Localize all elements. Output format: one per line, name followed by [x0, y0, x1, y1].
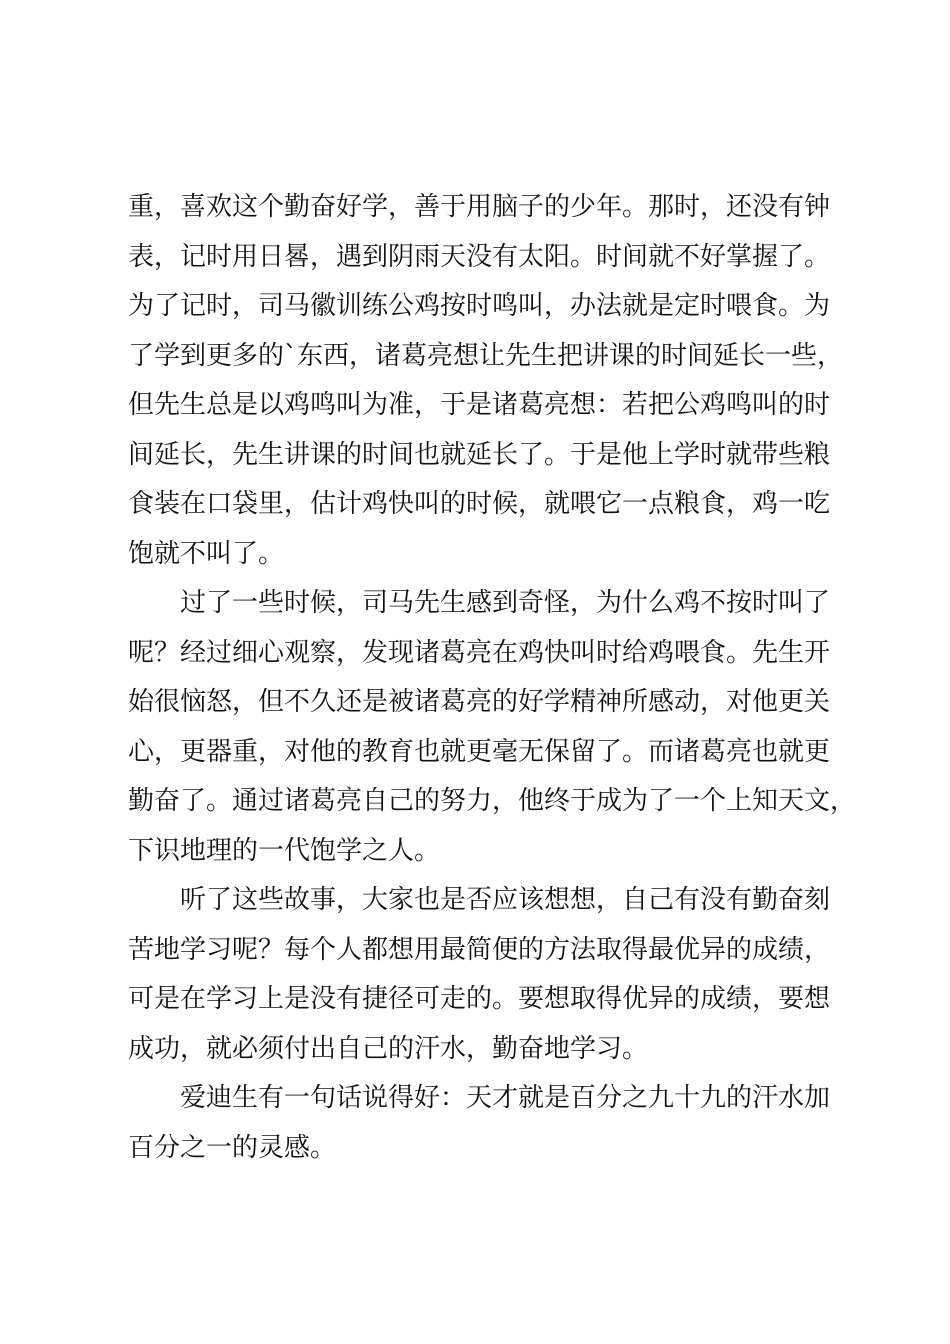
text-line: 表，记时用日晷，遇到阴雨天没有太阳。时间就不好掌握了。	[128, 241, 831, 272]
text-line: 勤奋了。通过诸葛亮自己的努力，他终于成为了一个上知天文，	[128, 786, 857, 816]
text-line: 始很恼怒，但不久还是被诸葛亮的好学精神所感动，对他更关	[128, 687, 831, 717]
text-line: 了学到更多的`东西，诸葛亮想让先生把讲课的时间延长一些，	[128, 340, 844, 371]
text-line: 重，喜欢这个勤奋好学，善于用脑子的少年。那时，还没有钟	[128, 192, 831, 222]
text-line: 下识地理的一代饱学之人。	[128, 835, 441, 866]
text-line: 可是在学习上是没有捷径可走的。要想取得优异的成绩，要想	[128, 984, 831, 1014]
text-line: 饱就不叫了。	[128, 538, 285, 569]
text-line: 间延长，先生讲课的时间也就延长了。于是他上学时就带些粮	[128, 439, 831, 470]
paragraph-first-line: 听了这些故事，大家也是否应该想想，自己有没有勤奋刻	[180, 885, 831, 915]
paragraph-first-line: 爱迪生有一句话说得好：天才就是百分之九十九的汗水加	[180, 1083, 831, 1113]
text-line: 成功，就必须付出自己的汗水，勤奋地学习。	[128, 1033, 649, 1064]
text-line: 苦地学习呢？每个人都想用最简便的方法取得最优异的成绩，	[128, 934, 831, 965]
body-text	[128, 183, 857, 1173]
text-line: 百分之一的灵感。	[128, 1132, 337, 1163]
text-line: 但先生总是以鸡鸣叫为准，于是诸葛亮想：若把公鸡鸣叫的时	[128, 390, 831, 420]
paragraph-first-line: 过了一些时候，司马先生感到奇怪，为什么鸡不按时叫了	[180, 588, 831, 618]
text-line: 食装在口袋里，估计鸡快叫的时候，就喂它一点粮食，鸡一吃	[128, 489, 831, 519]
text-line: 呢？经过细心观察，发现诸葛亮在鸡快叫时给鸡喂食。先生开	[128, 637, 831, 668]
text-line: 为了记时，司马徽训练公鸡按时鸣叫，办法就是定时喂食。为	[128, 291, 831, 321]
text-line: 心，更器重，对他的教育也就更毫无保留了。而诸葛亮也就更	[128, 736, 831, 767]
